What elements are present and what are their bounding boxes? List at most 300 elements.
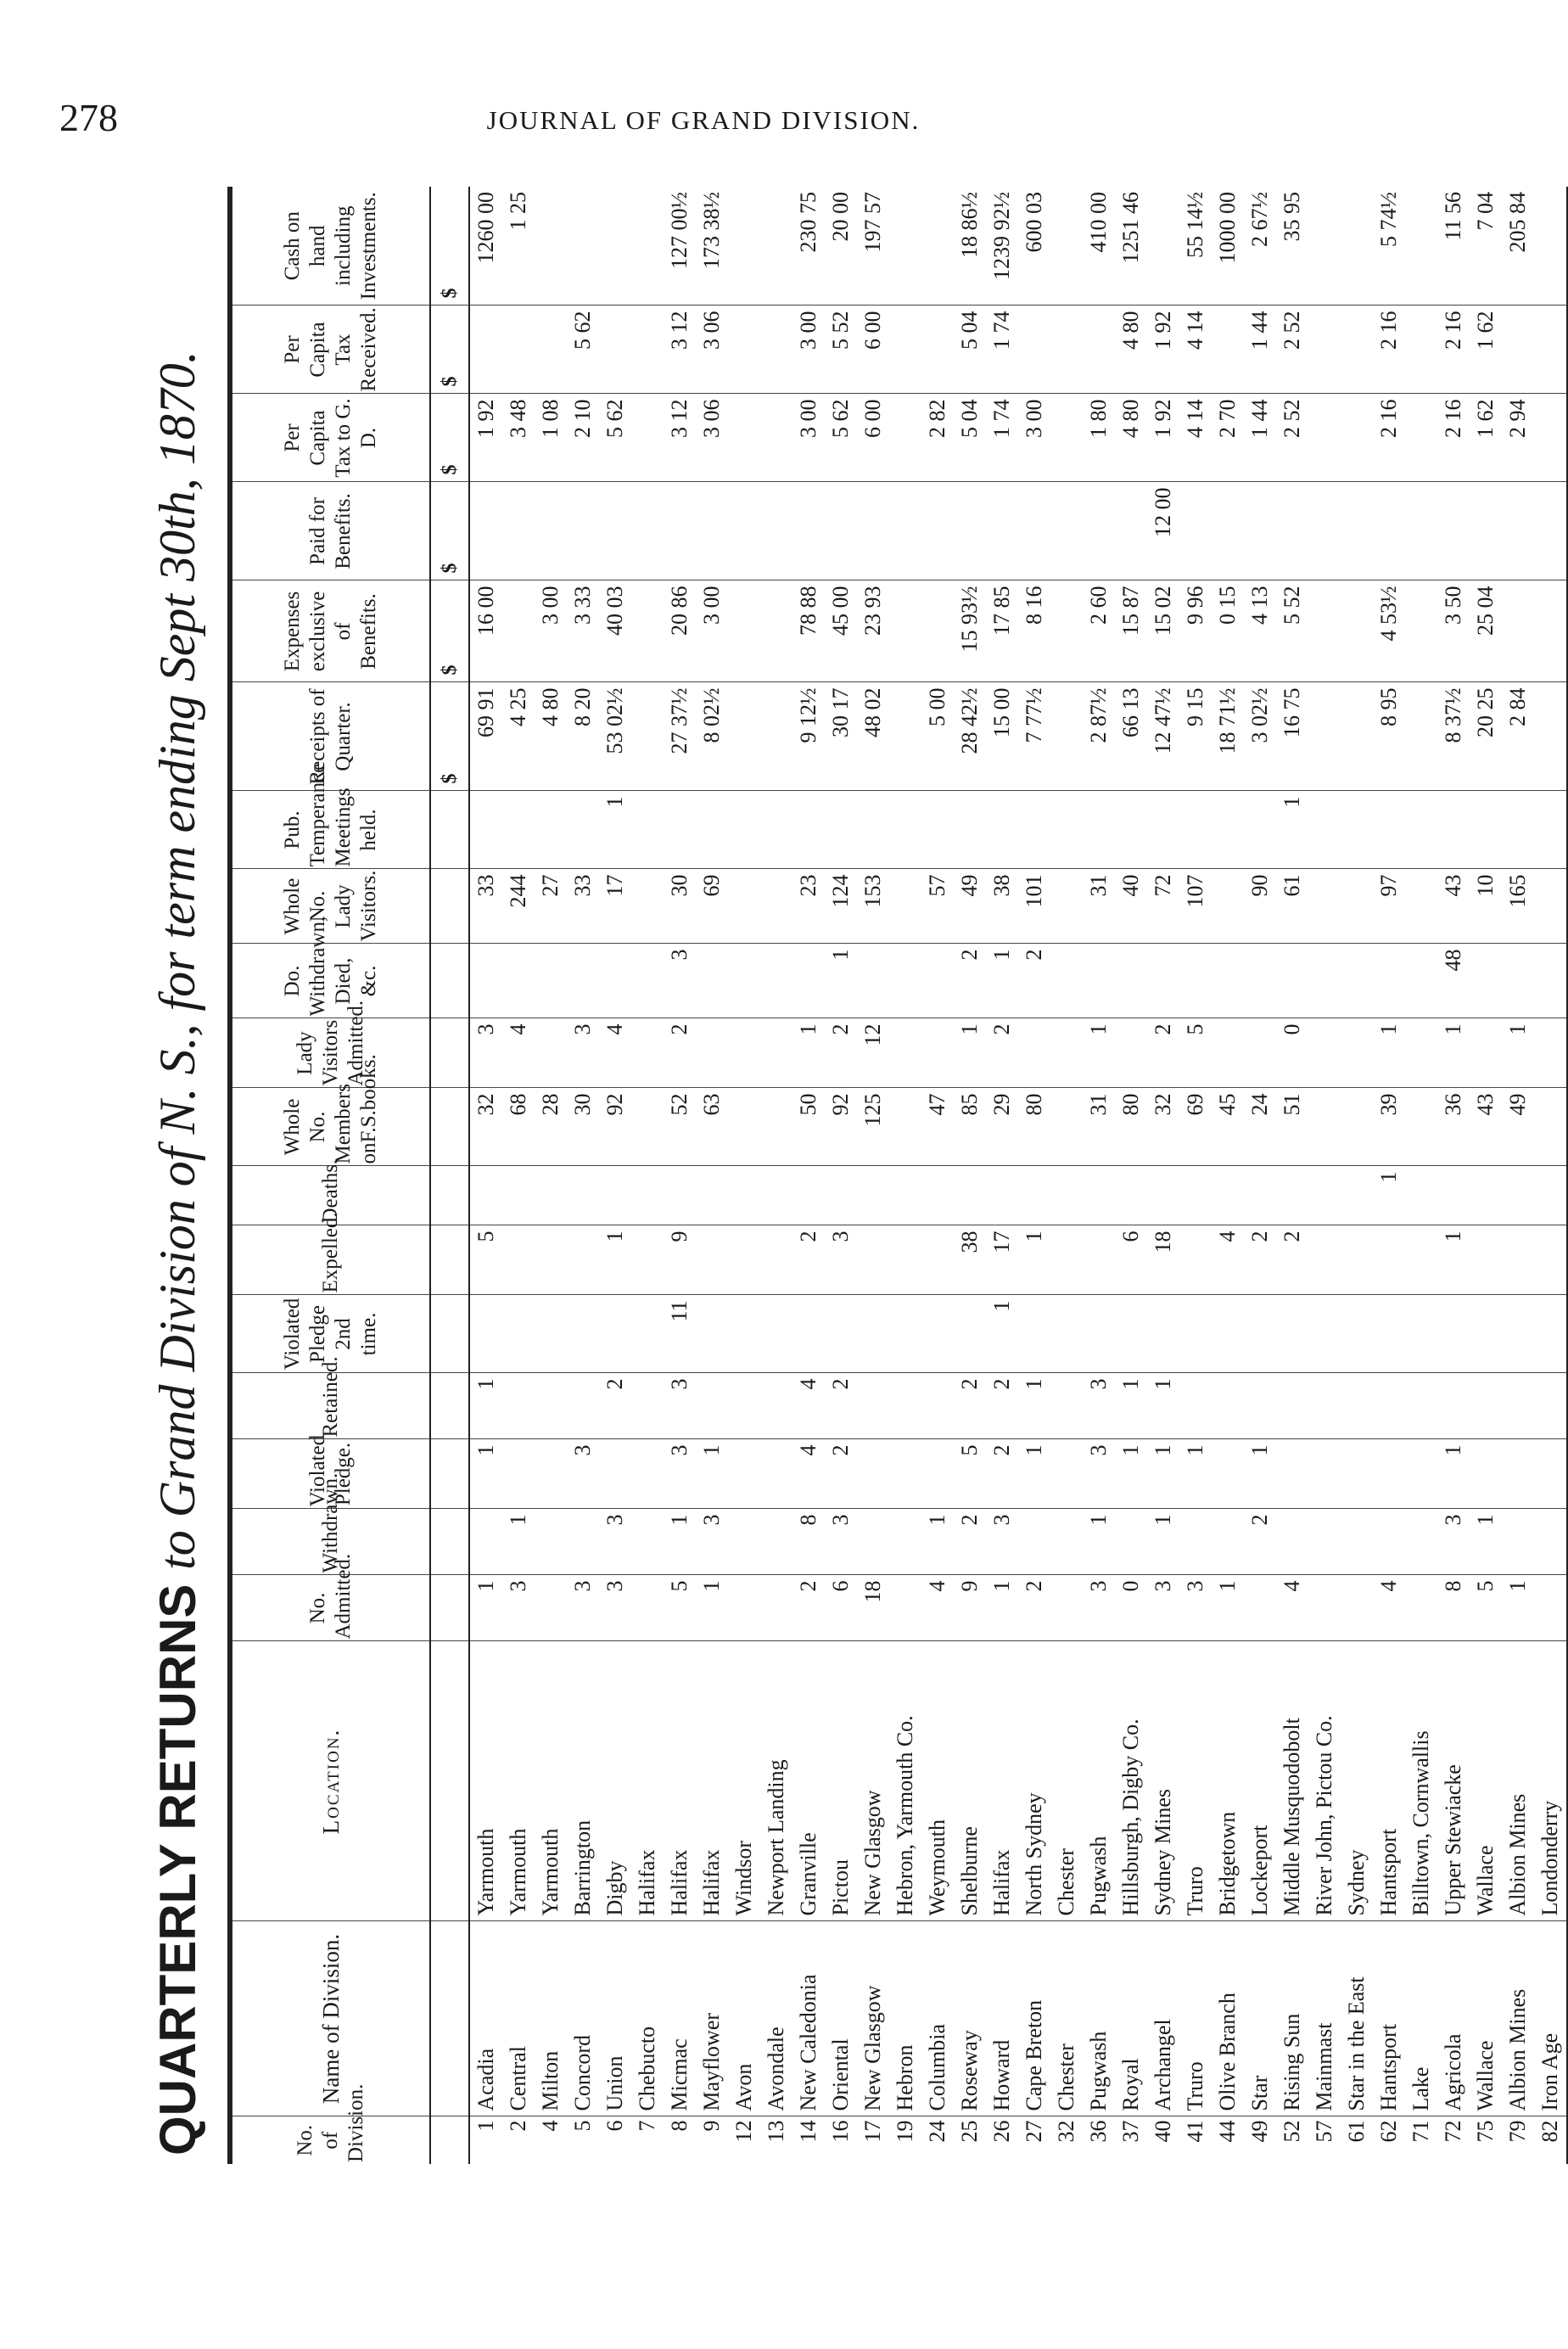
table-cell bbox=[889, 791, 921, 869]
table-cell bbox=[760, 306, 792, 394]
table-cell: 1 74 bbox=[986, 306, 1018, 394]
table-cell: 1260 00 bbox=[469, 187, 502, 306]
table-row bbox=[792, 187, 825, 2164]
table-cell: 1 bbox=[664, 1509, 696, 1575]
table-cell bbox=[792, 482, 825, 580]
table-cell bbox=[760, 682, 792, 791]
table-cell: Acadia bbox=[469, 1921, 502, 2116]
table-cell: 1 bbox=[1212, 1575, 1244, 1641]
table-title bbox=[127, 187, 227, 2164]
table-cell: 14 bbox=[796, 2120, 820, 2143]
table-cell bbox=[1534, 1166, 1566, 1225]
table-cell: Mainmast bbox=[1308, 1921, 1341, 2116]
table-cell bbox=[1179, 1166, 1212, 1225]
table-cell: Hantsport bbox=[1373, 1921, 1405, 2116]
table-cell bbox=[1405, 1575, 1437, 1641]
table-cell bbox=[696, 791, 728, 869]
table-cell bbox=[792, 791, 825, 869]
table-cell bbox=[1405, 791, 1437, 869]
table-cell: 72 bbox=[1441, 2120, 1465, 2143]
table-cell bbox=[1050, 1439, 1083, 1509]
table-cell bbox=[1534, 306, 1566, 394]
table-cell: 57 bbox=[1312, 2120, 1336, 2143]
table-cell: 4 14 bbox=[1179, 306, 1212, 394]
table-cell bbox=[599, 1295, 631, 1373]
table-cell: 66 13 bbox=[1115, 682, 1147, 791]
table-cell bbox=[1341, 306, 1373, 394]
table-cell: Albion Mines bbox=[1502, 1641, 1534, 1921]
table-cell: 30 bbox=[664, 869, 696, 944]
table-cell: Rising Sun bbox=[1276, 1921, 1308, 2116]
table-cell bbox=[1115, 791, 1147, 869]
table-cell: 2 bbox=[986, 1018, 1018, 1088]
table-cell: Digby bbox=[599, 1641, 631, 1921]
table-cell bbox=[1050, 1166, 1083, 1225]
table-cell bbox=[1050, 1225, 1083, 1295]
table-cell: 9 bbox=[664, 1225, 696, 1295]
table-cell bbox=[889, 482, 921, 580]
table-cell bbox=[535, 1509, 567, 1575]
table-cell bbox=[1212, 944, 1244, 1018]
table-row bbox=[1405, 187, 1437, 2164]
table-cell: 17 bbox=[860, 2120, 885, 2143]
table-cell bbox=[792, 1295, 825, 1373]
table-cell: 57 bbox=[921, 869, 954, 944]
table-cell: 2 bbox=[986, 1373, 1018, 1439]
table-cell: 165 bbox=[1502, 869, 1534, 944]
table-cell bbox=[1534, 869, 1566, 944]
table-cell: 4 bbox=[1373, 1575, 1405, 1641]
table-cell bbox=[1050, 1295, 1083, 1373]
table-cell: 40 bbox=[1115, 869, 1147, 944]
table-cell bbox=[1050, 1373, 1083, 1439]
table-cell bbox=[1018, 1018, 1050, 1088]
table-cell: 41 bbox=[1183, 2120, 1207, 2143]
table-cell bbox=[825, 791, 857, 869]
table-cell: 3 bbox=[567, 1018, 599, 1088]
table-cell: 3 bbox=[567, 1439, 599, 1509]
table-cell: 2 94 bbox=[1502, 394, 1534, 482]
table-cell bbox=[1050, 944, 1083, 1018]
table-cell bbox=[567, 1509, 599, 1575]
table-cell: Yarmouth bbox=[535, 1641, 567, 1921]
table-cell: 6 bbox=[1115, 1225, 1147, 1295]
table-cell: Hebron, Yarmouth Co. bbox=[889, 1641, 921, 1921]
table-cell: 33 bbox=[567, 869, 599, 944]
table-cell bbox=[1341, 1295, 1373, 1373]
table-cell: 1 92 bbox=[1147, 394, 1179, 482]
table-cell: New Caledonia bbox=[792, 1921, 825, 2116]
table-cell: 1 bbox=[986, 1295, 1018, 1373]
table-cell: 0 bbox=[1276, 1018, 1308, 1088]
table-cell: 3 00 bbox=[535, 580, 567, 682]
table-cell: 2 bbox=[599, 1373, 631, 1439]
table-cell: 1 bbox=[1373, 1166, 1405, 1225]
table-cell: 27 bbox=[535, 869, 567, 944]
table-cell: 2 84 bbox=[1502, 682, 1534, 791]
table-cell bbox=[469, 306, 502, 394]
table-cell: 49 bbox=[1502, 1088, 1534, 1166]
table-cell: 1 bbox=[921, 1509, 954, 1575]
table-row bbox=[1244, 187, 1276, 2164]
table-cell bbox=[760, 1373, 792, 1439]
table-cell bbox=[1276, 944, 1308, 1018]
table-cell bbox=[502, 1166, 535, 1225]
table-cell: Albion Mines bbox=[1502, 1921, 1534, 2116]
table-cell: 1251 46 bbox=[1115, 187, 1147, 306]
table-cell: Yarmouth bbox=[469, 1641, 502, 1921]
table-cell: 2 bbox=[954, 944, 986, 1018]
table-cell bbox=[1308, 1018, 1341, 1088]
table-cell bbox=[760, 1088, 792, 1166]
table-cell bbox=[921, 1018, 954, 1088]
table-cell bbox=[1018, 1295, 1050, 1373]
table-cell bbox=[1534, 1575, 1566, 1641]
table-cell: 4 14 bbox=[1179, 394, 1212, 482]
table-cell: 1 bbox=[1018, 1373, 1050, 1439]
table-cell bbox=[631, 1018, 664, 1088]
table-cell bbox=[857, 944, 889, 1018]
table-cell: Billtown, Cornwallis bbox=[1405, 1641, 1437, 1921]
table-cell bbox=[1115, 1018, 1147, 1088]
table-cell: Chebucto bbox=[631, 1921, 664, 2116]
table-cell: 3 bbox=[599, 1575, 631, 1641]
table-cell bbox=[631, 1295, 664, 1373]
table-cell: Granville bbox=[792, 1641, 825, 1921]
table-cell bbox=[1308, 1439, 1341, 1509]
table-cell bbox=[728, 580, 760, 682]
table-cell: Hebron bbox=[889, 1921, 921, 2116]
table-row bbox=[664, 187, 696, 2164]
table-cell bbox=[1050, 482, 1083, 580]
table-cell: 24 bbox=[925, 2120, 949, 2143]
table-cell bbox=[1212, 482, 1244, 580]
table-cell: 15 02 bbox=[1147, 580, 1179, 682]
table-cell: 3 00 bbox=[696, 580, 728, 682]
table-cell bbox=[1308, 869, 1341, 944]
table-cell bbox=[889, 1509, 921, 1575]
table-cell bbox=[1050, 394, 1083, 482]
table-cell: 47 bbox=[921, 1088, 954, 1166]
table-cell bbox=[728, 482, 760, 580]
table-cell: 45 bbox=[1212, 1088, 1244, 1166]
table-cell bbox=[1405, 187, 1437, 306]
table-cell: 2 bbox=[792, 1575, 825, 1641]
table-cell: 2 bbox=[1147, 1018, 1179, 1088]
table-cell bbox=[567, 1295, 599, 1373]
table-cell bbox=[1212, 869, 1244, 944]
table-cell: 5 62 bbox=[567, 306, 599, 394]
title-main: QUARTERLY RETURNS bbox=[148, 1584, 206, 2156]
table-cell bbox=[1534, 482, 1566, 580]
table-cell bbox=[535, 482, 567, 580]
table-cell: 53 02½ bbox=[599, 682, 631, 791]
table-cell: 2 52 bbox=[1276, 306, 1308, 394]
table-cell: 1 bbox=[469, 2116, 502, 2164]
table-cell bbox=[1179, 1509, 1212, 1575]
table-cell bbox=[760, 1509, 792, 1575]
table-cell bbox=[1470, 482, 1502, 580]
table-cell bbox=[954, 791, 986, 869]
table-row bbox=[1502, 187, 1534, 2164]
table-cell: 2 52 bbox=[1276, 394, 1308, 482]
table-cell bbox=[1534, 580, 1566, 682]
table-cell: 9 96 bbox=[1179, 580, 1212, 682]
table-cell: Sydney Mines bbox=[1147, 1641, 1179, 1921]
table-cell bbox=[631, 1225, 664, 1295]
table-cell bbox=[535, 1373, 567, 1439]
table-cell bbox=[696, 1018, 728, 1088]
table-cell: 4 25 bbox=[502, 682, 535, 791]
table-cell: 2 bbox=[954, 1373, 986, 1439]
table-cell: 2 bbox=[1018, 1575, 1050, 1641]
table-cell bbox=[1276, 482, 1308, 580]
table-cell: 17 85 bbox=[986, 580, 1018, 682]
table-row bbox=[986, 187, 1018, 2164]
table-cell: 2 bbox=[792, 1225, 825, 1295]
table-row bbox=[889, 187, 921, 2164]
table-cell: 7 04 bbox=[1470, 187, 1502, 306]
table-cell: Central bbox=[502, 1921, 535, 2116]
table-cell bbox=[599, 944, 631, 1018]
table-cell: Royal bbox=[1115, 1921, 1147, 2116]
table-cell: 3 02½ bbox=[1244, 682, 1276, 791]
table-cell: 3 00 bbox=[792, 306, 825, 394]
table-cell bbox=[631, 1373, 664, 1439]
table-row bbox=[1308, 187, 1341, 2164]
table-cell bbox=[760, 1018, 792, 1088]
table-cell bbox=[1050, 682, 1083, 791]
table-cell bbox=[469, 1509, 502, 1575]
table-cell bbox=[1083, 306, 1115, 394]
table-cell: 38 bbox=[954, 1225, 986, 1295]
table-cell bbox=[1244, 1295, 1276, 1373]
table-cell bbox=[469, 1166, 502, 1225]
table-cell bbox=[631, 682, 664, 791]
table-row bbox=[857, 187, 889, 2164]
table-cell: 1 bbox=[1018, 1225, 1050, 1295]
table-row bbox=[1373, 187, 1405, 2164]
table-cell bbox=[1405, 580, 1437, 682]
table-frame bbox=[227, 187, 1568, 2164]
table-cell bbox=[921, 306, 954, 394]
table-cell: 43 bbox=[1437, 869, 1470, 944]
table-cell bbox=[1437, 482, 1470, 580]
table-cell bbox=[1083, 944, 1115, 1018]
table-cell: 1 bbox=[599, 1225, 631, 1295]
running-head: JOURNAL OF GRAND DIVISION. bbox=[486, 105, 921, 135]
table-cell: 3 00 bbox=[1018, 394, 1050, 482]
table-cell bbox=[631, 791, 664, 869]
table-cell bbox=[1437, 1373, 1470, 1439]
table-cell bbox=[696, 944, 728, 1018]
table-cell: Londonderry bbox=[1534, 1641, 1566, 1921]
table-cell: Halifax bbox=[631, 1641, 664, 1921]
table-cell bbox=[1115, 1509, 1147, 1575]
table-cell bbox=[921, 1166, 954, 1225]
table-cell bbox=[1373, 1225, 1405, 1295]
table-cell bbox=[1018, 1509, 1050, 1575]
column-header: Withdrawn. bbox=[232, 1509, 430, 1575]
table-cell bbox=[728, 682, 760, 791]
table-cell: Chester bbox=[1050, 1641, 1083, 1921]
table-cell: 1 bbox=[1437, 1018, 1470, 1088]
table-cell: 48 bbox=[1437, 944, 1470, 1018]
table-cell: 32 bbox=[1054, 2120, 1078, 2143]
table-cell bbox=[760, 482, 792, 580]
table-cell: 69 bbox=[696, 869, 728, 944]
table-cell: 205 84 bbox=[1502, 187, 1534, 306]
table-cell: Halifax bbox=[696, 1641, 728, 1921]
table-cell: 3 bbox=[1083, 1575, 1115, 1641]
table-cell: 1 bbox=[696, 1575, 728, 1641]
table-cell: 3 bbox=[825, 1509, 857, 1575]
table-cell bbox=[857, 1295, 889, 1373]
table-cell bbox=[1437, 791, 1470, 869]
table-cell: 18 86½ bbox=[954, 187, 986, 306]
table-cell bbox=[696, 1295, 728, 1373]
table-cell bbox=[1244, 482, 1276, 580]
table-cell: 1 92 bbox=[1147, 306, 1179, 394]
table-cell bbox=[1276, 1373, 1308, 1439]
table-cell: 44 bbox=[1215, 2120, 1240, 2143]
table-cell bbox=[728, 1509, 760, 1575]
table-cell bbox=[857, 482, 889, 580]
table-cell bbox=[1437, 1295, 1470, 1373]
table-cell: 5 bbox=[1470, 1575, 1502, 1641]
table-cell bbox=[760, 187, 792, 306]
table-cell bbox=[1212, 1018, 1244, 1088]
table-cell bbox=[1405, 482, 1437, 580]
table-cell bbox=[567, 187, 599, 306]
table-cell: 2 bbox=[825, 1439, 857, 1509]
table-cell bbox=[1050, 869, 1083, 944]
table-cell bbox=[567, 1225, 599, 1295]
table-cell bbox=[1179, 1295, 1212, 1373]
table-cell bbox=[631, 306, 664, 394]
table-cell: 79 bbox=[1505, 2120, 1530, 2143]
table-cell: 3 12 bbox=[664, 394, 696, 482]
table-cell bbox=[889, 1575, 921, 1641]
table-cell: 30 bbox=[567, 1088, 599, 1166]
table-cell bbox=[921, 944, 954, 1018]
table-cell: Shelburne bbox=[954, 1641, 986, 1921]
table-cell bbox=[567, 482, 599, 580]
table-cell: Cape Breton bbox=[1018, 1921, 1050, 2116]
table-cell: 52 bbox=[664, 1088, 696, 1166]
table-cell: 20 86 bbox=[664, 580, 696, 682]
table-cell: 45 00 bbox=[825, 580, 857, 682]
table-cell: River John, Pictou Co. bbox=[1308, 1641, 1341, 1921]
table-cell: 4 80 bbox=[1115, 394, 1147, 482]
table-cell: 1 bbox=[986, 1575, 1018, 1641]
table-cell bbox=[1373, 1509, 1405, 1575]
table-cell: 17 bbox=[986, 1225, 1018, 1295]
table-cell bbox=[1534, 394, 1566, 482]
table-cell bbox=[760, 1295, 792, 1373]
table-cell: Yarmouth bbox=[502, 1641, 535, 1921]
table-cell: 6 bbox=[825, 1575, 857, 1641]
table-row bbox=[728, 187, 760, 2164]
table-cell: 12 bbox=[731, 2120, 756, 2143]
table-cell: 40 bbox=[1151, 2120, 1175, 2143]
table-cell bbox=[1244, 944, 1276, 1018]
table-cell: 410 00 bbox=[1083, 187, 1115, 306]
table-cell: 8 37½ bbox=[1437, 682, 1470, 791]
table-cell bbox=[921, 1373, 954, 1439]
table-cell bbox=[986, 791, 1018, 869]
table-cell bbox=[1341, 482, 1373, 580]
table-cell: 82 bbox=[1537, 2120, 1562, 2143]
table-cell: 18 bbox=[857, 1575, 889, 1641]
table-cell bbox=[1179, 482, 1212, 580]
table-cell bbox=[599, 1166, 631, 1225]
table-cell: 1 bbox=[1147, 1439, 1179, 1509]
table-cell bbox=[1308, 791, 1341, 869]
table-cell: 3 bbox=[502, 1575, 535, 1641]
table-cell bbox=[502, 580, 535, 682]
table-cell: Iron Age bbox=[1534, 1921, 1566, 2116]
table-cell bbox=[1534, 1018, 1566, 1088]
table-cell bbox=[1018, 791, 1050, 869]
table-cell: 0 15 bbox=[1212, 580, 1244, 682]
table-cell: 1 bbox=[469, 1439, 502, 1509]
table-row bbox=[921, 187, 954, 2164]
table-cell bbox=[889, 682, 921, 791]
table-cell bbox=[728, 1088, 760, 1166]
table-cell: 9 12½ bbox=[792, 682, 825, 791]
table-cell: 1 bbox=[1179, 1439, 1212, 1509]
table-cell bbox=[921, 1225, 954, 1295]
table-cell bbox=[1470, 791, 1502, 869]
table-cell: 30 17 bbox=[825, 682, 857, 791]
column-header: Per Capita Tax Received. bbox=[232, 306, 430, 394]
table-cell bbox=[1212, 306, 1244, 394]
table-cell bbox=[889, 1088, 921, 1166]
table-row bbox=[1341, 187, 1373, 2164]
table-cell bbox=[1018, 1166, 1050, 1225]
table-cell: 3 33 bbox=[567, 580, 599, 682]
table-cell: 0 bbox=[1115, 1575, 1147, 1641]
table-cell bbox=[728, 1166, 760, 1225]
table-cell bbox=[535, 1295, 567, 1373]
table-cell bbox=[599, 187, 631, 306]
table-row bbox=[1147, 187, 1179, 2164]
table-cell bbox=[889, 306, 921, 394]
table-cell: 3 50 bbox=[1437, 580, 1470, 682]
table-cell: 1 bbox=[1502, 1575, 1534, 1641]
table-cell: 69 91 bbox=[469, 682, 502, 791]
table-cell bbox=[1534, 1088, 1566, 1166]
table-cell: 3 bbox=[664, 944, 696, 1018]
column-header: Cash on hand including Investments. bbox=[232, 187, 430, 306]
table-cell bbox=[728, 1575, 760, 1641]
table-cell bbox=[954, 1166, 986, 1225]
table-cell bbox=[1470, 1373, 1502, 1439]
table-cell: 101 bbox=[1018, 869, 1050, 944]
table-cell: 3 bbox=[1437, 1509, 1470, 1575]
table-cell bbox=[631, 580, 664, 682]
table-cell bbox=[825, 1295, 857, 1373]
table-cell: 1 bbox=[792, 1018, 825, 1088]
table-cell: 49 bbox=[1247, 2120, 1272, 2143]
table-cell bbox=[631, 1575, 664, 1641]
table-cell: 2 bbox=[954, 1509, 986, 1575]
table-cell bbox=[889, 944, 921, 1018]
table-cell: 1 bbox=[1115, 1373, 1147, 1439]
table-cell bbox=[889, 580, 921, 682]
table-cell: 5 52 bbox=[1276, 580, 1308, 682]
